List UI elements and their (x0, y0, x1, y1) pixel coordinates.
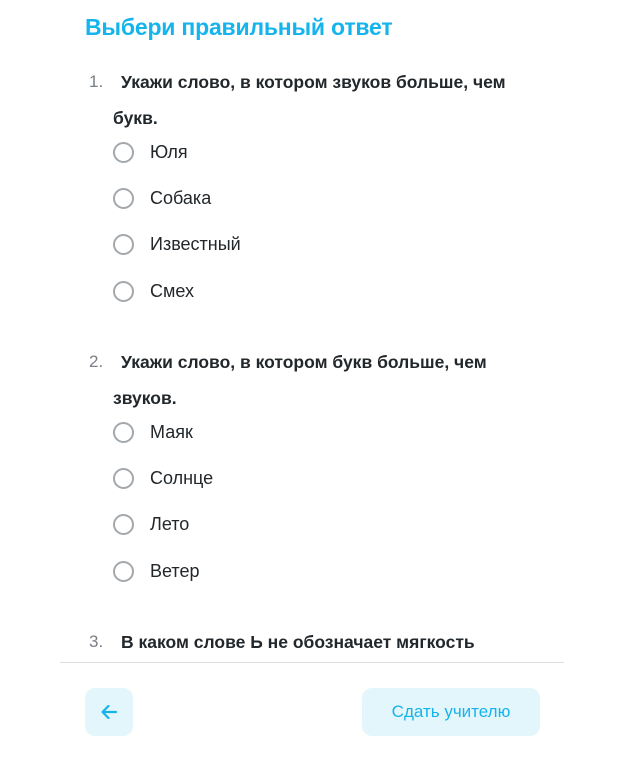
radio-button[interactable] (113, 142, 134, 163)
option-label: Известный (150, 233, 241, 254)
option-label: Юля (150, 141, 188, 162)
radio-button[interactable] (113, 281, 134, 302)
radio-button[interactable] (113, 234, 134, 255)
option-label: Маяк (150, 421, 193, 442)
question-number: 3. (89, 632, 104, 651)
back-button[interactable] (85, 688, 133, 736)
radio-button[interactable] (113, 514, 134, 535)
option-q2-4[interactable] (113, 558, 199, 584)
question-number: 2. (89, 352, 104, 371)
page-title: Выбери правильный ответ (85, 14, 393, 40)
option-label: Лето (150, 513, 190, 534)
question-number: 1. (89, 72, 104, 91)
question-text: Укажи слово, в котором букв больше, чем звуков. (113, 352, 487, 408)
question-text: Укажи слово, в котором звуков больше, чем букв. (113, 72, 506, 128)
radio-button[interactable] (113, 561, 134, 582)
option-q1-2[interactable] (113, 185, 211, 211)
radio-button[interactable] (113, 468, 134, 489)
option-label: Собака (150, 187, 212, 208)
arrow-left-icon (100, 704, 118, 720)
question-text: В каком слове Ь не обозначает мягкость (121, 632, 475, 652)
option-q2-3[interactable] (113, 511, 189, 537)
option-q1-4[interactable] (113, 278, 194, 304)
option-q1-1[interactable] (113, 139, 188, 165)
radio-button[interactable] (113, 422, 134, 443)
option-q2-2[interactable] (113, 465, 213, 491)
radio-button[interactable] (113, 188, 134, 209)
footer-divider (60, 662, 564, 663)
option-label: Ветер (150, 560, 200, 581)
option-label: Смех (150, 280, 194, 301)
option-label: Солнце (150, 467, 214, 488)
submit-to-teacher-button[interactable]: Сдать учителю (362, 688, 540, 736)
option-q1-3[interactable] (113, 231, 241, 257)
option-q2-1[interactable] (113, 419, 193, 445)
